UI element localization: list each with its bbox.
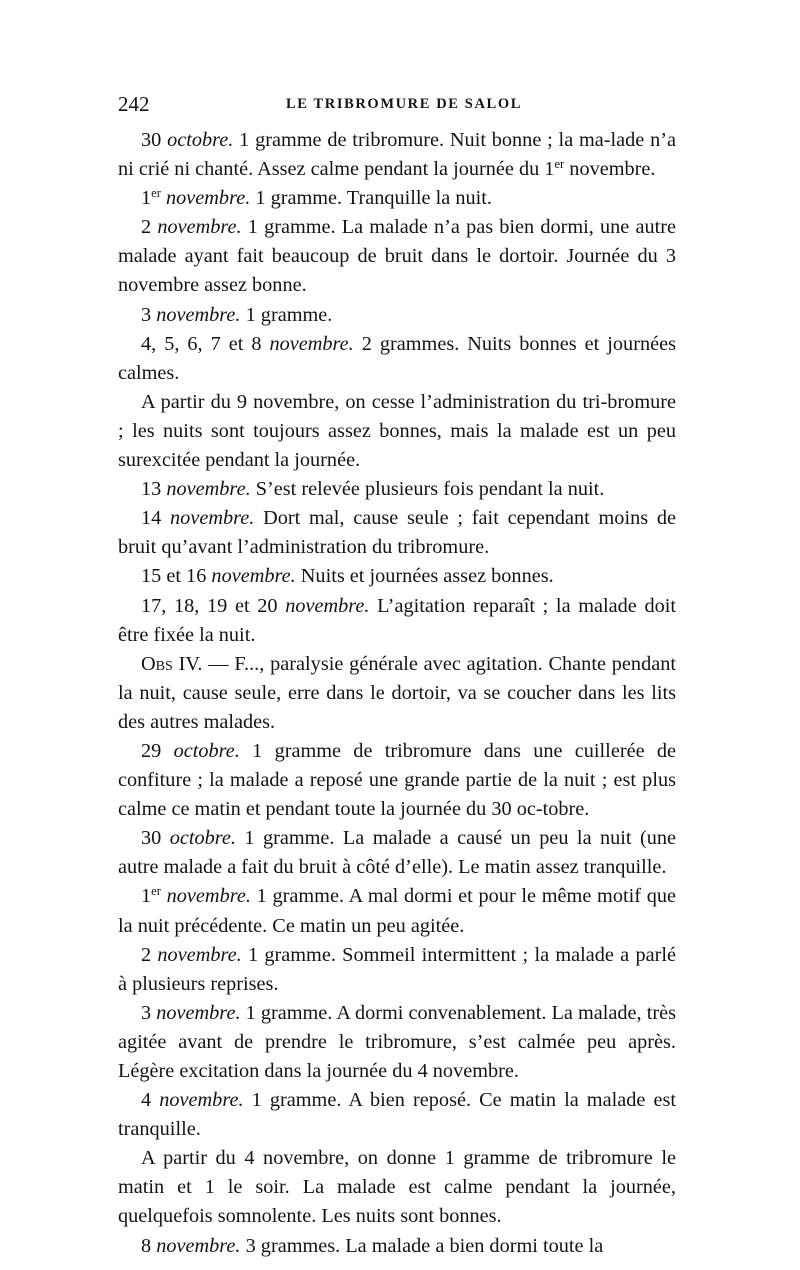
paragraph [118,737,676,824]
text-segment: 1 gramme. Sommeil intermittent ; la malade a parlé à plusieurs reprises. [118,943,676,995]
text-segment: 13 [141,478,167,501]
text-segment: 3 [141,303,157,326]
date-label: novembre. [269,332,354,355]
text-segment: Dort mal, cause seule ; fait cependant moins de bruit qu’avant l’administration du tribromure. [118,507,676,559]
date-label: novembre. [157,943,242,966]
page-header [118,92,676,120]
paragraph [118,1086,676,1144]
paragraph [118,824,676,882]
paragraph [118,650,676,737]
paragraph [118,882,676,940]
paragraph [118,941,676,999]
ordinal-suffix: er [151,186,161,201]
text-segment: 1 gramme. A mal dormi et pour le même motif que la nuit précédente. Ce matin un peu agitée. [118,885,676,937]
text-segment: 1 [141,885,152,908]
text-segment: 8 [141,1234,157,1257]
body-text [118,126,676,1261]
text-segment: 2 grammes. Nuits bonnes et journées calmes. [118,332,676,384]
date-label: novembre. [156,1001,241,1024]
paragraph [118,126,676,184]
text-segment: 1 gramme. Tranquille la nuit. [250,187,492,210]
text-segment: 1 gramme. La malade a causé un peu la nuit (une autre malade a fait du bruit à côté d’elle). Le matin assez tranquille. [118,827,676,879]
text-segment: A partir du 4 novembre, on donne 1 gramme de tribromure le matin et 1 le soir. La malade est calme pendant la journée, quelquefois somnolente. Les nuits sont bonnes. [118,1147,676,1228]
paragraph [118,475,676,504]
text-segment: 1 gramme. A bien reposé. Ce matin la malade est tranquille. [118,1089,676,1141]
text-segment: A partir du 9 novembre, on cesse l’administration du tri-bromure ; les nuits sont toujours assez bonnes, mais la malade est un peu surexcitée pendant la journée. [118,390,676,472]
date-label: novembre. [166,187,251,210]
date-label: octobre. [173,739,240,762]
text-segment: S’est relevée plusieurs fois pendant la nuit. [250,478,605,501]
text-segment: 1 gramme de tribromure dans une cuillerée de confiture ; la malade a reposé une grande partie de la nuit ; est plus calme ce matin et pendant toute la journée du 30 oc-tobre. [118,739,676,821]
date-label: novembre. [285,594,370,617]
text-segment: 14 [141,507,171,530]
date-label: novembre. [166,478,251,501]
text-segment: 1 gramme. A dormi convenablement. La malade, très agitée avant de prendre le tribromure, s’est calmée peu après. Légère excitation dans la journée du 4 novembre. [118,1001,676,1082]
text-segment: 1 gramme. [240,303,333,326]
text-segment: 2 [141,216,158,239]
paragraph [118,1232,676,1261]
date-label: octobre. [167,129,234,151]
paragraph [118,301,676,330]
paragraph [118,184,676,213]
text-segment: — F..., paralysie générale avec agitation. Chante pendant la nuit, cause seule, erre dans le dortoir, va se coucher dans les lits des autres malades. [118,652,676,733]
page-number: 242 [118,92,150,116]
ordinal-suffix: er [151,884,161,899]
paragraph [118,999,676,1086]
paragraph [118,1144,676,1231]
paragraph [118,562,676,591]
text-segment: 1 gramme de tribromure. Nuit bonne ; la ma-lade n’a ni crié ni chanté. Assez calme pendant la journée du 1 [118,129,676,181]
paragraph [118,504,676,562]
paragraph [118,388,676,475]
text-segment: 15 et 16 [141,565,212,588]
date-label: novembre. [157,216,242,239]
date-label: novembre. [211,565,296,588]
text-segment: 30 [141,827,170,850]
text-segment: novembre. [564,158,656,181]
text-segment: 1 gramme. La malade n’a pas bien dormi, une autre malade ayant fait beaucoup de bruit dans le dortoir. Journée du 3 novembre assez bonne. [118,216,676,297]
text-segment: 3 [141,1001,157,1024]
date-label: novembre. [159,1089,244,1112]
text-segment: 29 [141,739,174,762]
paragraph [118,592,676,650]
paragraph [118,213,676,300]
date-label: novembre. [156,1234,241,1257]
ordinal-suffix: er [554,157,565,172]
date-label: novembre. [170,507,255,530]
observation-label: Obs IV. [141,652,203,675]
date-label: novembre. [166,885,251,908]
paragraph [118,330,676,388]
date-label: octobre. [169,827,236,850]
date-label: novembre. [156,303,241,326]
text-segment: 4 [141,1089,160,1112]
text-segment: 3 grammes. La malade a bien dormi toute la [240,1234,604,1257]
running-title: LE TRIBROMURE DE SALOL [286,96,522,112]
text-segment: 30 [141,129,168,151]
text-segment: Nuits et journées assez bonnes. [295,565,554,588]
text-segment: 4, 5, 6, 7 et 8 [141,332,270,355]
text-segment: 17, 18, 19 et 20 [141,594,286,617]
text-segment: L’agitation reparaît ; la malade doit être fixée la nuit. [118,594,676,646]
text-segment: 2 [141,943,158,966]
text-segment: 1 [141,187,152,210]
